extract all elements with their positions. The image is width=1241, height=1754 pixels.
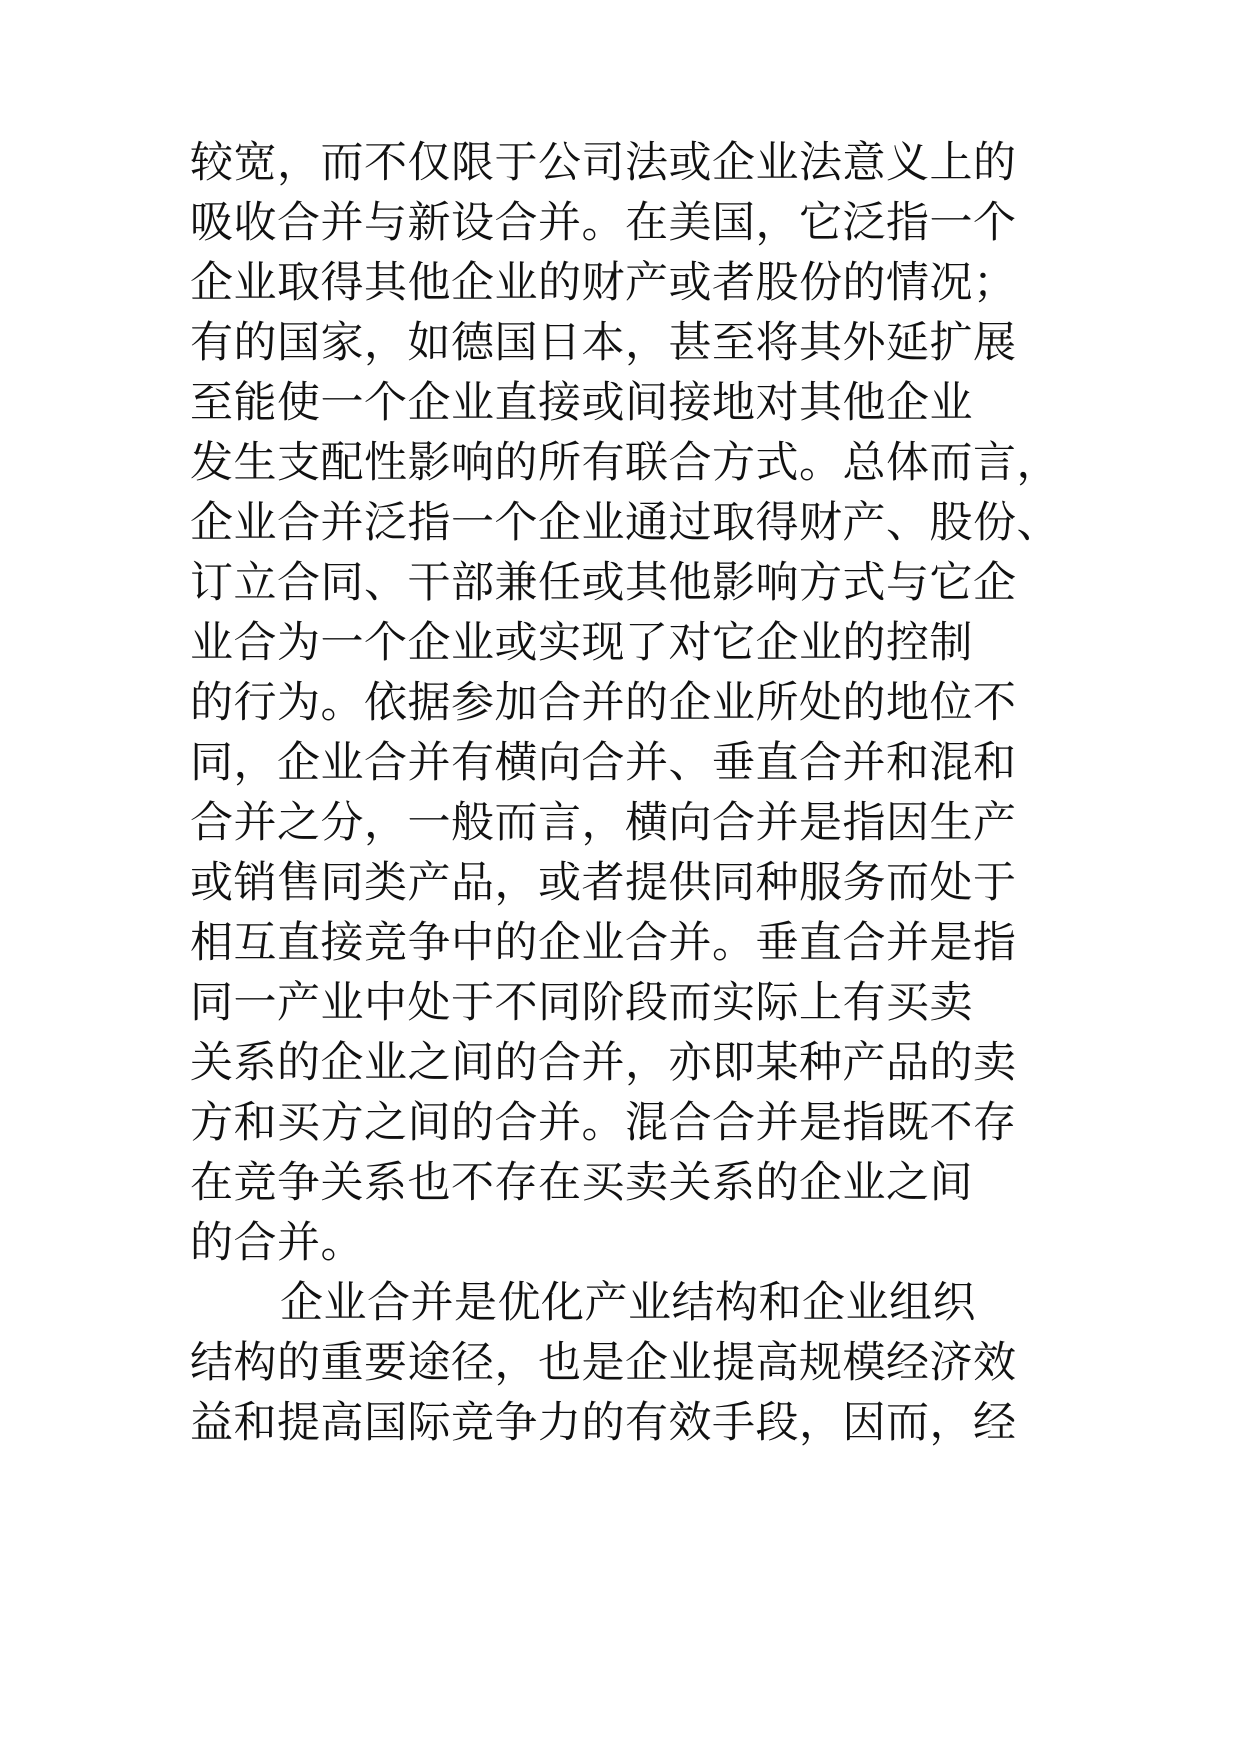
text-line: 合并之分，一般而言，横向合并是指因生产 xyxy=(190,798,1017,848)
text-line: 同，企业合并有横向合并、垂直合并和混和 xyxy=(190,738,1017,788)
text-line: 的合并。 xyxy=(190,1218,364,1268)
text-line: 在竞争关系也不存在买卖关系的企业之间 xyxy=(190,1158,973,1208)
text-line: 益和提高国际竞争力的有效手段，因而，经 xyxy=(190,1398,1017,1448)
text-line: 或销售同类产品，或者提供同种服务而处于 xyxy=(190,858,1017,908)
text-line: 方和买方之间的合并。混合合并是指既不存 xyxy=(190,1098,1017,1148)
text-line: 结构的重要途径，也是企业提高规模经济效 xyxy=(190,1338,1017,1388)
text-line: 的行为。依据参加合并的企业所处的地位不 xyxy=(190,678,1017,728)
text-line: 吸收合并与新设合并。在美国，它泛指一个 xyxy=(190,198,1017,248)
text-line: 至能使一个企业直接或间接地对其他企业 xyxy=(190,378,973,428)
text-line: 较宽，而不仅限于公司法或企业法意义上的 xyxy=(190,138,1017,188)
text-line: 相互直接竞争中的企业合并。垂直合并是指 xyxy=(190,918,1017,968)
text-line: 订立合同、干部兼任或其他影响方式与它企 xyxy=(190,558,1017,608)
paragraph-first-line: 企业合并是优化产业结构和企业组织 xyxy=(280,1278,976,1328)
text-line: 企业合并泛指一个企业通过取得财产、股份、 xyxy=(190,498,1060,548)
text-line: 发生支配性影响的所有联合方式。总体而言， xyxy=(190,438,1060,488)
text-line: 企业取得其他企业的财产或者股份的情况； xyxy=(190,258,1017,308)
text-line: 有的国家，如德国日本，甚至将其外延扩展 xyxy=(190,318,1017,368)
text-line: 同一产业中处于不同阶段而实际上有买卖 xyxy=(190,978,973,1028)
text-line: 关系的企业之间的合并，亦即某种产品的卖 xyxy=(190,1038,1017,1088)
text-line: 业合为一个企业或实现了对它企业的控制 xyxy=(190,618,973,668)
